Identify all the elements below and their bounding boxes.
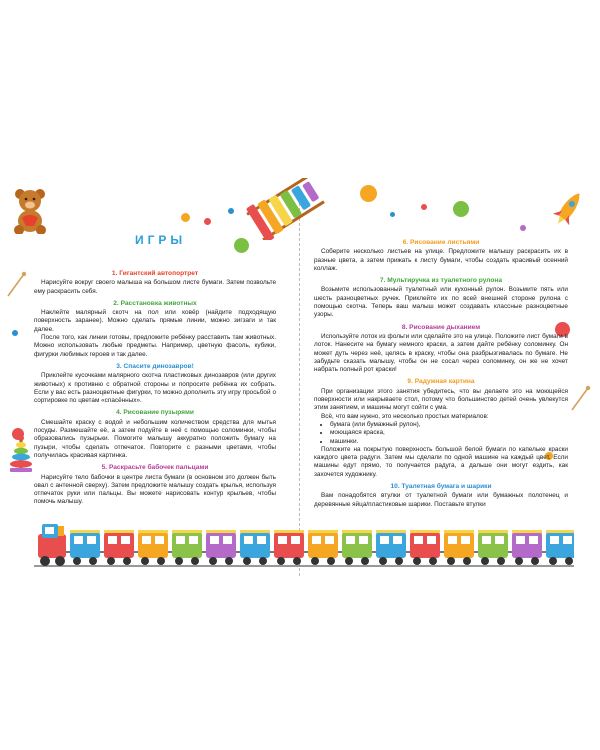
list-item: • машинки. [330, 438, 568, 446]
wagon-window [74, 536, 83, 544]
wagon-window [495, 536, 504, 544]
section-heading: 7. Мультиручка из туалетного рулона [379, 277, 503, 285]
page-title: ИГРЫ [135, 233, 187, 247]
ring-pyramid-icon [8, 434, 34, 474]
section-heading: 8. Рисование дыханием [401, 323, 481, 331]
section-paragraph: Вам понадобятся втулки от туалетной бумаги или бумажных полотенец и деревянные яйца/пластиковые шарики. Поставьте втулки [314, 492, 568, 508]
game-section [314, 378, 568, 479]
section-heading: 5. Раскрасьте бабочек пальцами [101, 464, 209, 472]
wagon-roof [274, 530, 304, 533]
game-section [314, 239, 568, 273]
wagon-window [346, 536, 355, 544]
wheel [497, 557, 505, 565]
wagon-window [121, 536, 130, 544]
game-section [314, 483, 568, 509]
game-section [34, 300, 276, 359]
wagon-roof [376, 530, 406, 533]
wagon-roof [410, 530, 440, 533]
wagon-body [478, 532, 508, 558]
decor-dot [360, 185, 377, 202]
wagon-roof [308, 530, 338, 533]
wagon-window [414, 536, 423, 544]
wagon-coupler [372, 551, 376, 553]
wagon-body [240, 532, 270, 558]
wagon-body [342, 532, 372, 558]
wheel [481, 557, 489, 565]
wheel [549, 557, 557, 565]
wagon-window [210, 536, 219, 544]
section-paragraph: Положите на покрытую поверхность большой белой бумаги по капельке краски каждого цвета радуги. Затем мы сделали по одной машине на каждый цвет. Если машины едут прямо, то получается радуга, а дальше они могут ездить, как захочется художнику. [314, 445, 568, 478]
game-section [34, 363, 276, 405]
wagon-window [529, 536, 538, 544]
wagon-window [244, 536, 253, 544]
wagon-window [448, 536, 457, 544]
wheel [89, 557, 97, 565]
decor-dot [228, 208, 234, 214]
wheel [395, 557, 403, 565]
decor-dot [204, 218, 211, 225]
wagon-body [104, 532, 134, 558]
wagon-window [176, 536, 185, 544]
wagon-roof [240, 530, 270, 533]
wheel [531, 557, 539, 565]
wagon-coupler [270, 551, 274, 553]
wagon-window [155, 536, 164, 544]
list-item: • бумага (или бумажный рулон), [330, 421, 568, 429]
wheel [209, 557, 217, 565]
wheel [191, 557, 199, 565]
wagon-window [380, 536, 389, 544]
wheel [107, 557, 115, 565]
wagon-coupler [338, 551, 342, 553]
wagon-window [278, 536, 287, 544]
section-heading: 3. Спасите динозавров! [116, 362, 194, 370]
wagon-roof [70, 530, 100, 533]
wagon-coupler [440, 551, 444, 553]
wagon-window [325, 536, 334, 544]
section-paragraph: Нарисуйте вокруг своего малыша на большом листе бумаги. Затем позвольте ему раскрасить себя. [34, 279, 276, 295]
section-heading: 1. Гигантский автопортрет [111, 270, 199, 277]
wagon-roof [172, 530, 202, 533]
section-paragraph: Смешайте краску с водой и небольшим количеством средства для мытья посуды. Размешайте её, а затем подуйте в неё с помощью соломинки, чтобы образовались пузырьки. Помогите малышу аккуратно положить бумагу на пузыри, чтобы сделать отпечаток. Повторите с разными цветами, чтобы получилась красивая картинка. [34, 418, 276, 459]
wheel [447, 557, 455, 565]
train-icon [34, 518, 574, 570]
game-section [34, 270, 276, 296]
drumstick-icon [570, 384, 592, 412]
wheel [565, 557, 573, 565]
wagon-coupler [406, 551, 410, 553]
wagon-window [257, 536, 266, 544]
wagon-window [87, 536, 96, 544]
wheel [311, 557, 319, 565]
materials-list [314, 421, 568, 446]
wagon-coupler [168, 551, 172, 553]
decor-dot [390, 212, 395, 217]
wagon-roof [138, 530, 168, 533]
wheel [73, 557, 81, 565]
decor-dot [12, 330, 18, 336]
wagon-coupler [100, 551, 104, 553]
wagon-body [206, 532, 236, 558]
wheel [293, 557, 301, 565]
wagon-coupler [304, 551, 308, 553]
wagon-body [172, 532, 202, 558]
wagon-roof [478, 530, 508, 533]
wagon-window [482, 536, 491, 544]
locomotive-window [45, 527, 54, 534]
locomotive-chimney [58, 526, 64, 536]
section-heading: 4. Рисование пузырями [116, 409, 194, 417]
section-paragraph: Всё, что вам нужно, это несколько простых материалов: [321, 412, 489, 420]
wagon-roof [206, 530, 236, 533]
decor-dot [520, 225, 526, 231]
section-paragraph: Возьмите использованный туалетный или кухонный рулон. Возьмите пять или шесть разноцветных ручек. Приклейте их по всей внешней стороне рулона с помощью скотча. Теперь ваш малыш может создавать классные разноцветные узоры. [314, 286, 568, 319]
wagon-body [308, 532, 338, 558]
wagon-coupler [66, 551, 70, 553]
section-paragraph: Соберите несколько листьев на улице. Предложите малышу раскрасить их в разные цвета, а затем прижать к листу бумаги, чтобы создать красивый осенний коллаж. [314, 248, 568, 272]
list-item: • моющаяся краска, [330, 429, 568, 437]
wheel [175, 557, 183, 565]
wagon-roof [444, 530, 474, 533]
wheel [379, 557, 387, 565]
wagon-coupler [474, 551, 478, 553]
wagon-body [512, 532, 542, 558]
wheel [141, 557, 149, 565]
wheel [243, 557, 251, 565]
wagon-window [359, 536, 368, 544]
wagon-window [108, 536, 117, 544]
decor-dot [234, 238, 249, 253]
wagon-coupler [202, 551, 206, 553]
section-heading: 9. Радужная картина [407, 378, 475, 386]
wagon-window [516, 536, 525, 544]
decor-dot [421, 204, 427, 210]
teddy-bear-icon [10, 186, 52, 234]
wheel [157, 557, 165, 565]
wheel [327, 557, 335, 565]
wagon-window [291, 536, 300, 544]
section-paragraph: Используйте лоток из фольги или сделайте это на улице. Положите лист бумаги в лоток. Нанесите на бумагу немного краски, а затем дайте ребёнку соломинку. Он может дуть через неё, целясь в краску, чтобы она разбрызгивалась по бумаге. Не забудьте сказать малышу, чтобы он не сосал через соломинку, он же не хочет набрать полный рот краски! [314, 332, 568, 374]
drumstick-icon [6, 270, 28, 298]
section-paragraph: Приклейте кусочками малярного скотча пластиковых динозавров (или других животных) к противню с обратной стороны и попросите ребёнка их собрать. Если у вас есть разноцветные фигурки, то можно дополнить эту игру просьбой о сортировке по цветам «спасённых». [34, 372, 276, 405]
wagon-body [70, 532, 100, 558]
wheel [361, 557, 369, 565]
wagon-body [274, 532, 304, 558]
wheel [515, 557, 523, 565]
section-heading: 6. Рисование листьями [402, 239, 480, 246]
wagon-coupler [134, 551, 138, 553]
rocket-icon [552, 188, 586, 228]
section-heading: 2. Расстановка животных [113, 299, 197, 307]
section-heading: 10. Туалетная бумага и шарики [390, 483, 492, 491]
section-paragraph: При организации этого занятия убедитесь, что вы делаете это на моющейся поверхности или накрываете стол, потому что большинство детей очень увлекутся этим занятием, и машины могут сойти с ума. [314, 387, 568, 412]
wheel [40, 556, 50, 566]
game-section [314, 277, 568, 319]
decor-dot [181, 213, 190, 222]
wheel [277, 557, 285, 565]
wagon-body [410, 532, 440, 558]
wagon-window [427, 536, 436, 544]
right-column [314, 235, 568, 509]
wagon-body [376, 532, 406, 558]
wagon-window [461, 536, 470, 544]
wheel [225, 557, 233, 565]
wagon-coupler [542, 551, 546, 553]
wagon-window [312, 536, 321, 544]
wagon-window [142, 536, 151, 544]
game-section [34, 409, 276, 460]
wagon-window [189, 536, 198, 544]
wheel [123, 557, 131, 565]
left-column [34, 266, 276, 507]
game-section [34, 464, 276, 506]
section-paragraph: Наклейте малярный скотч на пол или ковёр (найдите подходящую поверхность заранее). Можно сделать прямые линии, можно зигзаги и так далее. [34, 309, 276, 333]
wheel [345, 557, 353, 565]
section-paragraph: Нарисуйте тело бабочки в центре листа бумаги (в основном это должен быть овал с антенной сверху). Затем предложите малышу создать крылья, используя отпечаток руки или пальцы. Вы можете нарисовать контур крыльев, чтобы помочь малышу. [34, 473, 276, 506]
wagon-body [138, 532, 168, 558]
wheel [55, 556, 65, 566]
wagon-roof [104, 530, 134, 533]
wagon-roof [512, 530, 542, 533]
section-paragraph: После того, как линии готовы, предложите ребёнку расставить там животных. Можно использовать любые предметы. Например, цветную фасоль, кубики, фигурки любимых героев и так далее. [34, 334, 276, 358]
wagon-body [444, 532, 474, 558]
wagon-body [546, 532, 574, 558]
game-section [314, 324, 568, 375]
wagon-window [550, 536, 559, 544]
wagon-roof [342, 530, 372, 533]
wheel [259, 557, 267, 565]
wheel [463, 557, 471, 565]
wheel [413, 557, 421, 565]
wagon-window [393, 536, 402, 544]
wagon-roof [546, 530, 574, 533]
wagon-coupler [508, 551, 512, 553]
wagon-window [563, 536, 572, 544]
decor-dot [453, 201, 469, 217]
wagon-coupler [236, 551, 240, 553]
xylophone-icon [240, 178, 330, 240]
wheel [429, 557, 437, 565]
wagon-window [223, 536, 232, 544]
